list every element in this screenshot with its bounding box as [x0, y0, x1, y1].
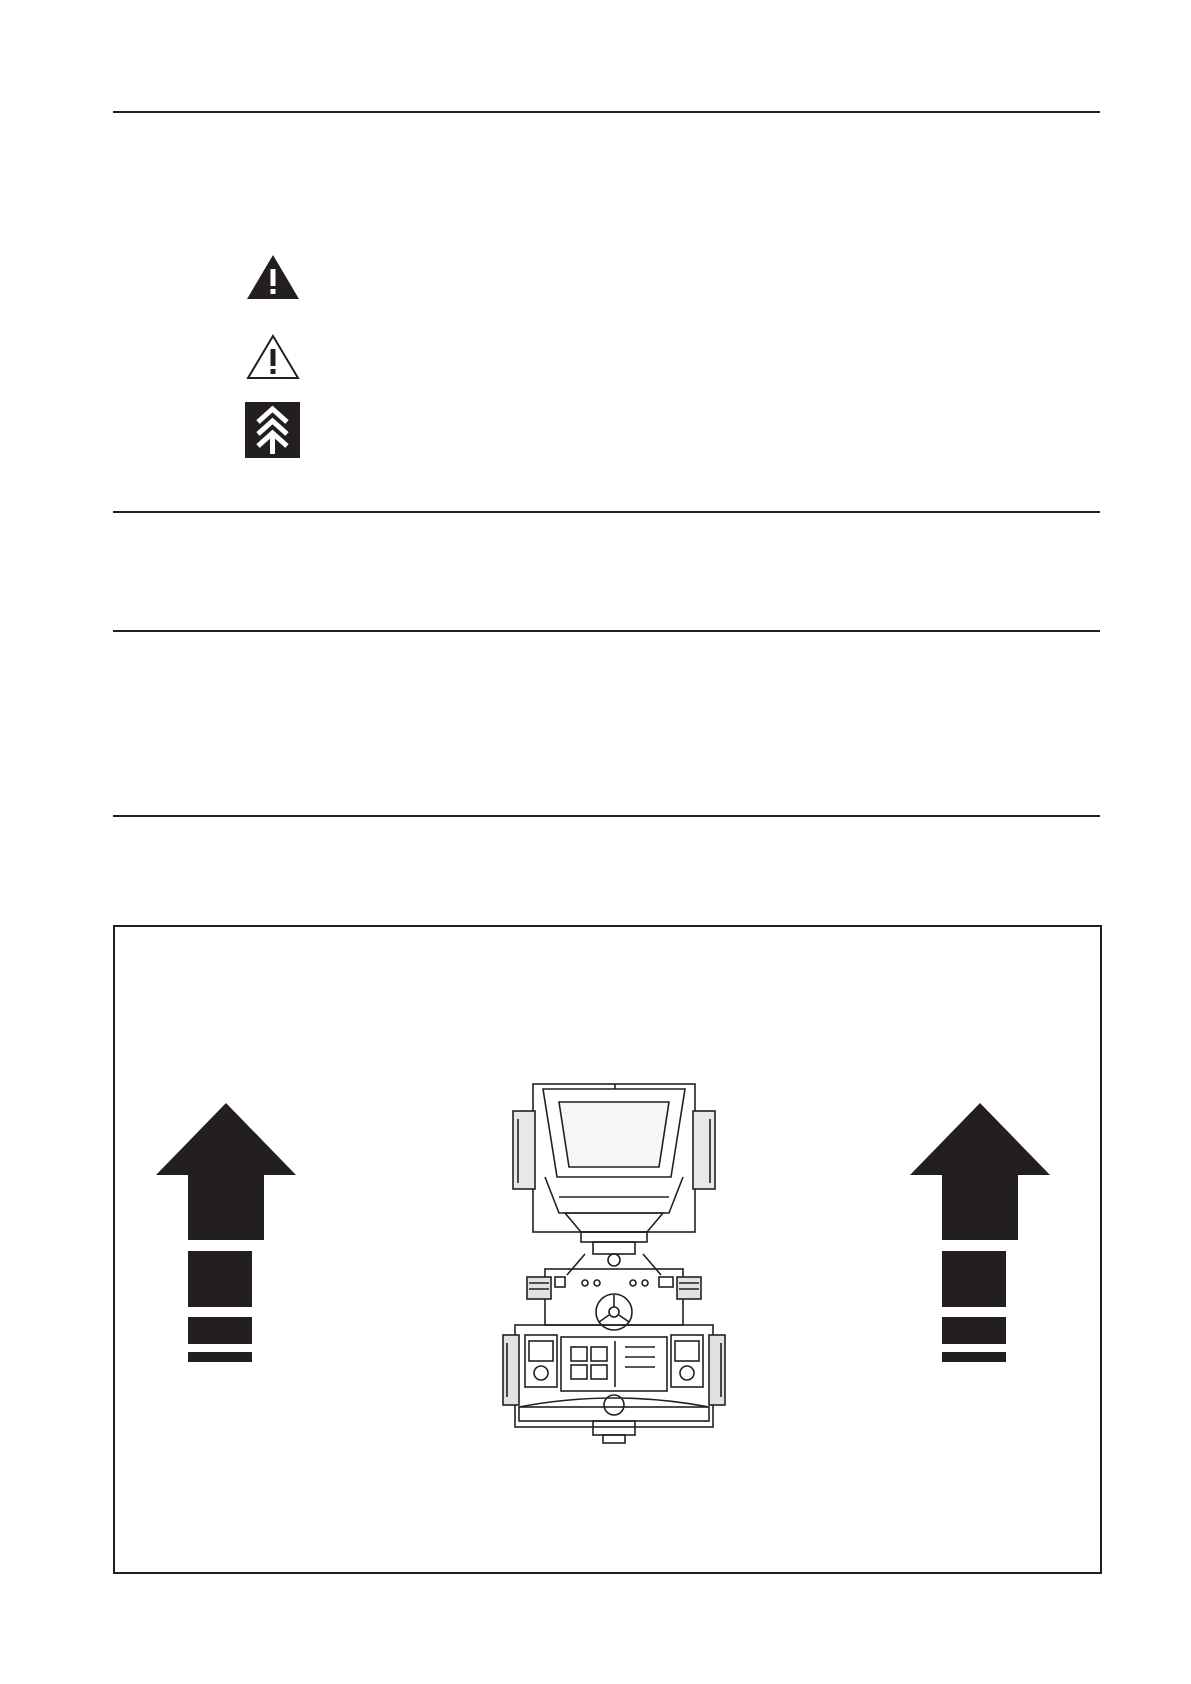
section-divider-4	[113, 815, 1100, 817]
caution-outline-icon	[246, 334, 300, 380]
travel-direction-icon	[245, 402, 300, 458]
forward-arrow-icon	[156, 1103, 296, 1362]
section-divider-top	[113, 111, 1100, 113]
section-divider-2	[113, 511, 1100, 513]
forward-arrow-icon	[910, 1103, 1050, 1362]
machine-top-view-icon	[503, 1084, 725, 1443]
section-divider-3	[113, 630, 1100, 632]
warning-filled-icon	[246, 254, 300, 300]
travel-direction-figure	[113, 925, 1102, 1574]
